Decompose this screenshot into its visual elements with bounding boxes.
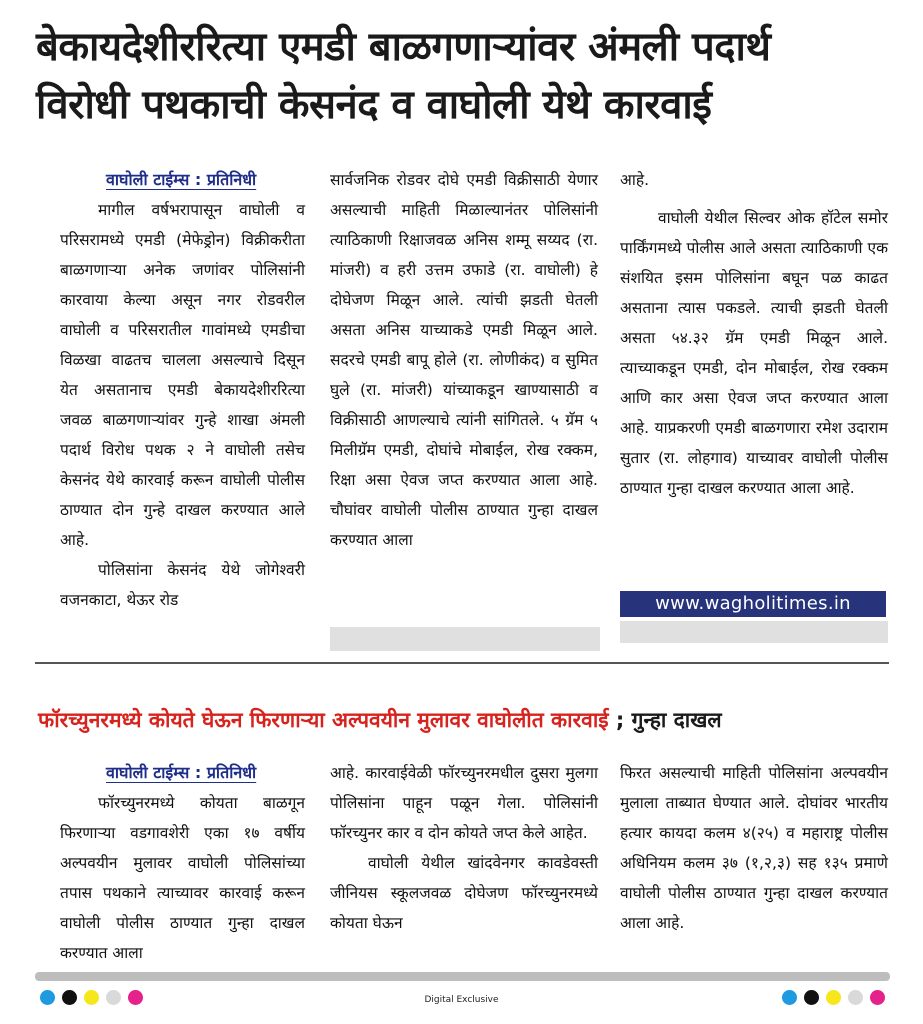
- gray-dot-icon: [848, 990, 863, 1005]
- article2-col1-paragraph-1: फॉरच्युनरमध्ये कोयता बाळगून फिरणाऱ्या वडगावशेरी एका १७ वर्षीय अल्पवयीन मुलावर वाघोली पोलिसांच्या तपास पथकाने त्याच्यावर कारवाई करून वाघोली पोलीस ठाण्यात गुन्हा दाखल करण्यात आला: [60, 794, 305, 962]
- magenta-dot-icon: [870, 990, 885, 1005]
- article1-col1-paragraph-2: पोलिसांना केसनंद येथे जोगेश्वरी वजनकाटा, थेऊर रोड: [60, 561, 305, 609]
- article2-headline: [38, 706, 722, 734]
- article1-column-3: [620, 165, 888, 503]
- footer-label: Digital Exclusive: [424, 995, 499, 1005]
- article1-col1-paragraph-1: मागील वर्षभरापासून वाघोली व परिसरामध्ये एमडी (मेफेड्रोन) विक्रीकरीता बाळगणाऱ्या अनेक जणांवर पोलिसांनी कारवाया केल्या असून नगर रोडवरील वाघोली व परिसरातील गावांमध्ये एमडीचा विळखा वाढतच चालला असल्याचे दिसून येत असतानाच एमडी बेकायदेशीररित्या जवळ बाळगणाऱ्यांवर गुन्हे शाखा अंमली पदार्थ विरोध पथक २ ने वाघोली तसेच केसनंद येथे कारवाई करून वाघोली पोलीस ठाण्यात दोन गुन्हे दाखल करण्यात आले आहे.: [60, 201, 305, 549]
- article2-byline: वाघोली टाईम्स : प्रतिनिधी: [106, 763, 257, 782]
- article2-headline-main: फॉरच्युनरमध्ये कोयते घेऊन फिरणाऱ्या अल्पवयीन मुलावर वाघोलीत कारवाई: [38, 708, 609, 732]
- article2-col2-paragraph-1: आहे. कारवाईवेळी फॉरच्युनरमधील दुसरा मुलगा पोलिसांना पाहून पळून गेला. पोलिसांनी फॉरच्युनर कार व दोन कोयते जप्त केले आहेत.: [330, 764, 598, 842]
- section-divider: [35, 662, 889, 664]
- article2-column-2: [330, 758, 598, 938]
- article1-byline: वाघोली टाईम्स : प्रतिनिधी: [106, 170, 257, 189]
- article2-col2-paragraph-2: वाघोली येथील खांदवेनगर कावडेवस्ती जीनियस स्कूलजवळ दोघेजण फॉरच्युनरमध्ये कोयता घेऊन: [330, 854, 598, 932]
- article1-col3-paragraph-2: वाघोली येथील सिल्वर ओक हॉटेल समोर पार्किंगमध्ये पोलीस आले असता त्याठिकाणी एक संशयित इसम पोलिसांना बघून पळ काढत असताना त्यास पकडले. त्याची झडती घेतली असता ५४.३२ ग्रॅम एमडी मिळून आले. त्याच्याकडून एमडी, दोन मोबाईल, रोख रक्कम आणि कार असा ऐवज जप्त करण्यात आला आहे. याप्रकरणी एमडी बाळगणारा रमेश उदाराम सुतार (रा. लोहगाव) याच्यावर वाघोली पोलीस ठाण्यात गुन्हा दाखल करण्यात आला आहे.: [620, 209, 888, 497]
- article1-col2-paragraph-1: सार्वजनिक रोडवर दोघे एमडी विक्रीसाठी येणार असल्याची माहिती मिळाल्यानंतर पोलिसांनी त्याठिकाणी रिक्षाजवळ अनिस शम्मू सय्यद (रा. मांजरी) व हरी उत्तम उफाडे (रा. वाघोली) हे दोघेजण मिळून आले. त्यांची झडती घेतली असता अनिस याच्याकडे एमडी मिळून आले. सदरचे एमडी बापू होले (रा. लोणीकंद) व सुमित घुले (रा. मांजरी) यांच्याकडून खाण्यासाठी व विक्रीसाठी आणल्याचे त्यांनी सांगितले. ५ ग्रॅम ५ मिलीग्रॅम एमडी, दोघांचे मोबाईल, रोख रक्कम, रिक्षा असा ऐवज जप्त करण्यात आला आहे. चौघांवर वाघोली पोलीस ठाण्यात गुन्हा दाखल करण्यात आला: [330, 171, 598, 549]
- cyan-dot-icon: [782, 990, 797, 1005]
- black-dot-icon: [804, 990, 819, 1005]
- article2-headline-suffix: ; गुन्हा दाखल: [608, 708, 722, 732]
- article1-headline-line2: विरोधी पथकाची केसनंद व वाघोली येथे कारवाई: [36, 82, 712, 128]
- article1-column-1: [60, 165, 305, 615]
- print-marks-right: [782, 990, 885, 1006]
- article1-col2-shade: [330, 627, 600, 651]
- article1-headline-line1: बेकायदेशीररित्या एमडी बाळगणाऱ्यांवर अंमली पदार्थ: [36, 24, 771, 70]
- article1-col3-shade: [620, 621, 888, 643]
- bottom-bar: [35, 972, 890, 981]
- article2-col3-paragraph-1: फिरत असल्याची माहिती पोलिसांना अल्पवयीन मुलाला ताब्यात घेण्यात आले. दोघांवर भारतीय हत्यार कायदा कलम ४(२५) व महाराष्ट्र पोलीस अधिनियम कलम ३७ (१,२,३) सह १३५ प्रमाणे वाघोली पोलीस ठाण्यात गुन्हा दाखल करण्यात आला आहे.: [620, 764, 888, 932]
- article2-column-1: [60, 758, 305, 968]
- article1-column-2: [330, 165, 598, 555]
- website-banner[interactable]: www.wagholitimes.in: [620, 591, 886, 617]
- article1-col3-paragraph-1: आहे.: [620, 171, 649, 189]
- article2-column-3: [620, 758, 888, 938]
- yellow-dot-icon: [826, 990, 841, 1005]
